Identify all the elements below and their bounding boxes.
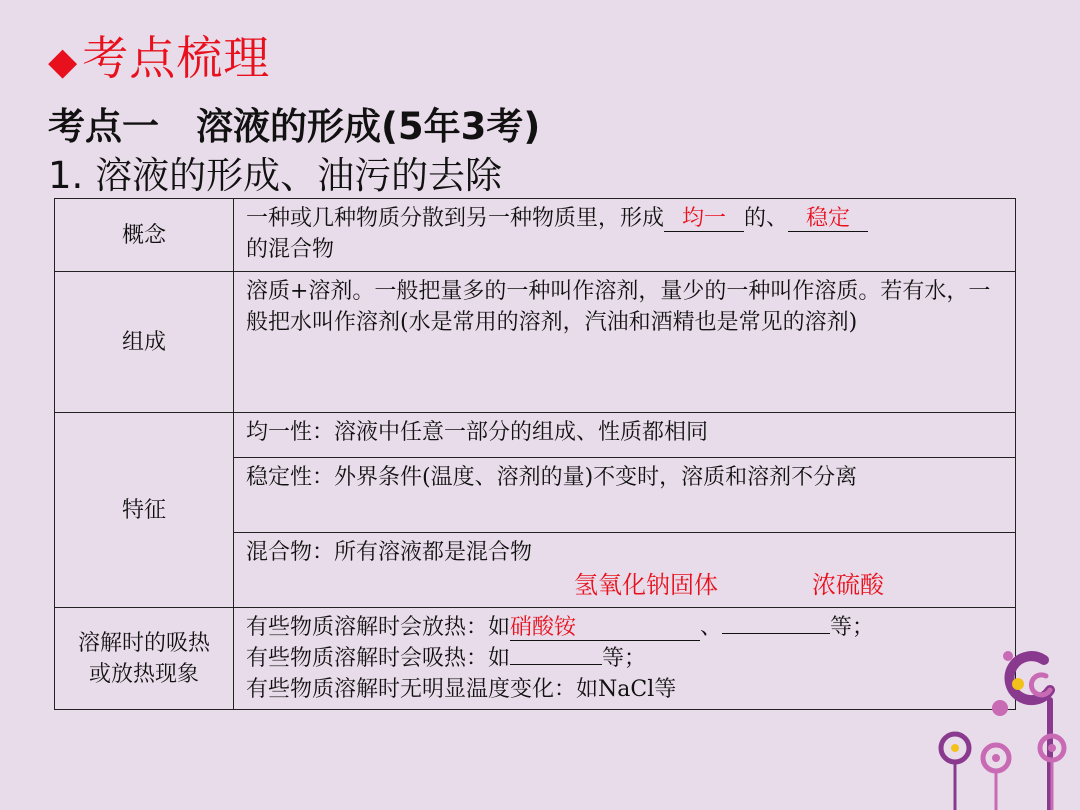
answer-exothermic-1: 氢氧化钠固体	[574, 571, 718, 599]
heat-line2-before: 有些物质溶解时会吸热：如	[246, 646, 511, 671]
slide-title	[48, 22, 270, 88]
floral-decoration-icon	[900, 630, 1080, 810]
heat-line1-after: 等；	[830, 615, 875, 640]
concept-blank-2: 稳定	[788, 207, 868, 232]
slide-title-text: 考点梳理	[82, 31, 271, 85]
concept-blank-1: 均一	[664, 207, 744, 232]
table-row-concept	[55, 199, 1016, 272]
diamond-bullet-icon: ◆	[48, 39, 79, 83]
endothermic-blank	[510, 664, 602, 665]
mixture-text: 混合物：所有溶液都是混合物	[246, 540, 533, 565]
concept-text-after: 的混合物	[246, 237, 335, 262]
heat-line1-sep: 、	[700, 615, 723, 640]
exothermic-blank-2	[722, 633, 830, 634]
content-table	[54, 198, 1016, 710]
exothermic-blank-1	[510, 616, 700, 641]
row-label-features: 特征	[55, 413, 234, 608]
composition-text: 溶质+溶剂。一般把量多的一种叫作溶剂，量少的一种叫作溶质。若有水，一般把水叫作溶剂(水是常用的溶剂，汽油和酒精也是常见的溶剂)	[246, 279, 991, 335]
feature-item-uniformity: 均一性：溶液中任意一部分的组成、性质都相同	[234, 413, 1016, 458]
heat-label-line2: 或放热现象	[88, 661, 199, 687]
concept-text-mid: 的、	[744, 206, 789, 231]
row-label-concept: 概念	[55, 199, 234, 272]
heat-line1-before: 有些物质溶解时会放热：如	[246, 615, 511, 640]
heat-line-endothermic	[246, 643, 1005, 674]
answer-exothermic-2: 浓硫酸	[812, 571, 884, 599]
row-label-heat	[55, 608, 234, 710]
concept-cell	[234, 199, 1016, 272]
feature-item-stability: 稳定性：外界条件(温度、溶剂的量)不变时，溶质和溶剂不分离	[234, 458, 1016, 533]
section-title: 考点一 溶液的形成(5年3考)	[48, 105, 541, 148]
row-label-composition: 组成	[55, 272, 234, 413]
heat-cell	[234, 608, 1016, 710]
subsection-title: 1. 溶液的形成、油污的去除	[48, 154, 503, 197]
heat-line-neutral: 有些物质溶解时无明显温度变化：如NaCl等	[246, 677, 677, 702]
heat-line2-after: 等；	[602, 646, 647, 671]
table-row-feature-1	[55, 413, 1016, 458]
table-row-composition	[55, 272, 1016, 413]
exothermic-answers	[246, 568, 1005, 598]
heat-line-exothermic	[246, 612, 1005, 643]
feature-item-mixture	[234, 533, 1016, 608]
answer-endothermic: 硝酸铵	[510, 615, 577, 640]
composition-cell	[234, 272, 1016, 413]
concept-text-before: 一种或几种物质分散到另一种物质里，形成	[246, 206, 665, 231]
table-row-heat	[55, 608, 1016, 710]
heat-label-line1: 溶解时的吸热	[77, 630, 210, 656]
